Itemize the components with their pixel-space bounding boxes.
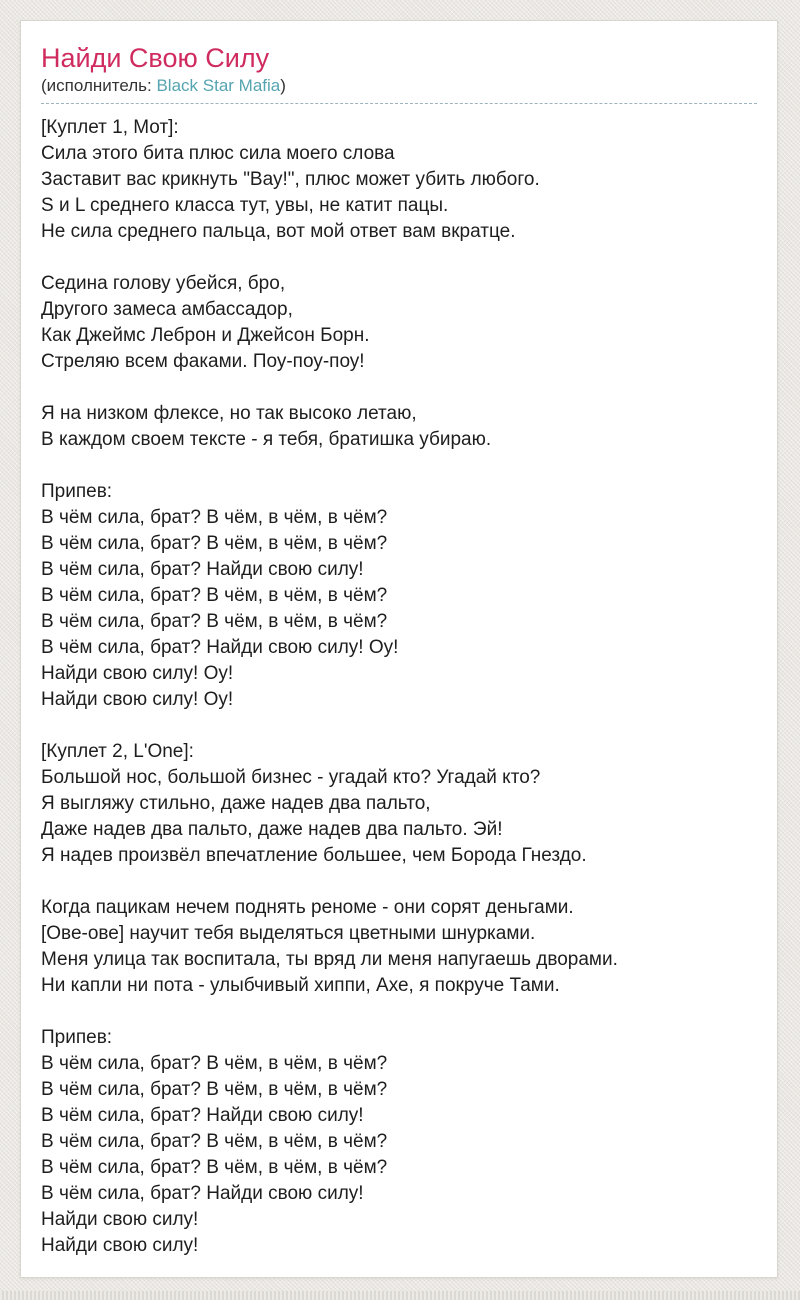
lyric-line: Седина голову убейся, бро,	[41, 273, 286, 294]
artist-link[interactable]: Black Star Mafia	[156, 76, 281, 95]
lyric-line: Стреляю всем факами. Поу-поу-поу!	[41, 351, 365, 372]
lyric-line: [Ове-ове] научит тебя выделяться цветными шнурками.	[41, 923, 536, 944]
lyric-line: Припев:	[41, 1027, 113, 1048]
lyric-line	[41, 869, 757, 895]
lyric-line: В чём сила, брат? Найди свою силу!	[41, 1105, 364, 1126]
lyrics-text	[41, 115, 757, 1259]
lyric-line: [Куплет 1, Мот]:	[41, 117, 179, 138]
lyric-line: Меня улица так воспитала, ты вряд ли меня напугаешь дворами.	[41, 949, 618, 970]
lyric-line: В чём сила, брат? В чём, в чём, в чём?	[41, 507, 388, 528]
lyric-line: [Куплет 2, L'One]:	[41, 741, 194, 762]
lyric-line: Найди свою силу!	[41, 1209, 199, 1230]
lyric-line: Другого замеса амбассадор,	[41, 299, 293, 320]
lyric-line: Припев:	[41, 481, 113, 502]
lyric-line: В чём сила, брат? В чём, в чём, в чём?	[41, 1079, 388, 1100]
lyric-line	[41, 375, 757, 401]
lyric-line	[41, 999, 757, 1025]
lyric-line: В чём сила, брат? В чём, в чём, в чём?	[41, 1131, 388, 1152]
lyric-line: Сила этого бита плюс сила моего слова	[41, 143, 395, 164]
artist-line-close-paren: )	[280, 76, 286, 95]
lyric-line: В чём сила, брат? Найди свою силу!	[41, 559, 364, 580]
lyric-line: Найди свою силу! Оу!	[41, 689, 234, 710]
lyric-line: В чём сила, брат? Найди свою силу! Оу!	[41, 637, 399, 658]
lyric-line: В чём сила, брат? В чём, в чём, в чём?	[41, 1157, 388, 1178]
artist-line	[41, 73, 757, 104]
page-bottom-edge	[0, 1291, 800, 1300]
lyric-line: В чём сила, брат? Найди свою силу!	[41, 1183, 364, 1204]
lyrics-card	[20, 20, 778, 1278]
lyric-line	[41, 713, 757, 739]
lyric-line: Найди свою силу! Оу!	[41, 663, 234, 684]
lyric-line: Большой нос, большой бизнес - угадай кто? Угадай кто?	[41, 767, 541, 788]
lyric-line	[41, 453, 757, 479]
lyric-line: В чём сила, брат? В чём, в чём, в чём?	[41, 585, 388, 606]
lyric-line: Ни капли ни пота - улыбчивый хиппи, Ахе, я покруче Тами.	[41, 975, 560, 996]
lyric-line: В каждом своем тексте - я тебя, братишка убираю.	[41, 429, 492, 450]
page-title: Найди Свою Силу	[41, 43, 270, 73]
lyric-line: Я надев произвёл впечатление большее, чем Борода Гнездо.	[41, 845, 587, 866]
lyric-line: Я на низком флексе, но так высоко летаю,	[41, 403, 417, 424]
lyric-line: Как Джеймс Леброн и Джейсон Борн.	[41, 325, 370, 346]
lyric-line: В чём сила, брат? В чём, в чём, в чём?	[41, 1053, 388, 1074]
lyric-line: В чём сила, брат? В чём, в чём, в чём?	[41, 611, 388, 632]
lyric-line: S и L среднего класса тут, увы, не катит пацы.	[41, 195, 449, 216]
lyric-line: Даже надев два пальто, даже надев два пальто. Эй!	[41, 819, 503, 840]
artist-label: (исполнитель:	[41, 76, 157, 95]
lyric-line: В чём сила, брат? В чём, в чём, в чём?	[41, 533, 388, 554]
lyric-line: Когда пацикам нечем поднять реноме - они сорят деньгами.	[41, 897, 574, 918]
lyric-line	[41, 245, 757, 271]
lyric-line: Заставит вас крикнуть "Вау!", плюс может убить любого.	[41, 169, 540, 190]
lyric-line: Я выгляжу стильно, даже надев два пальто,	[41, 793, 431, 814]
lyric-line: Найди свою силу!	[41, 1235, 199, 1256]
lyric-line: Не сила среднего пальца, вот мой ответ вам вкратце.	[41, 221, 516, 242]
